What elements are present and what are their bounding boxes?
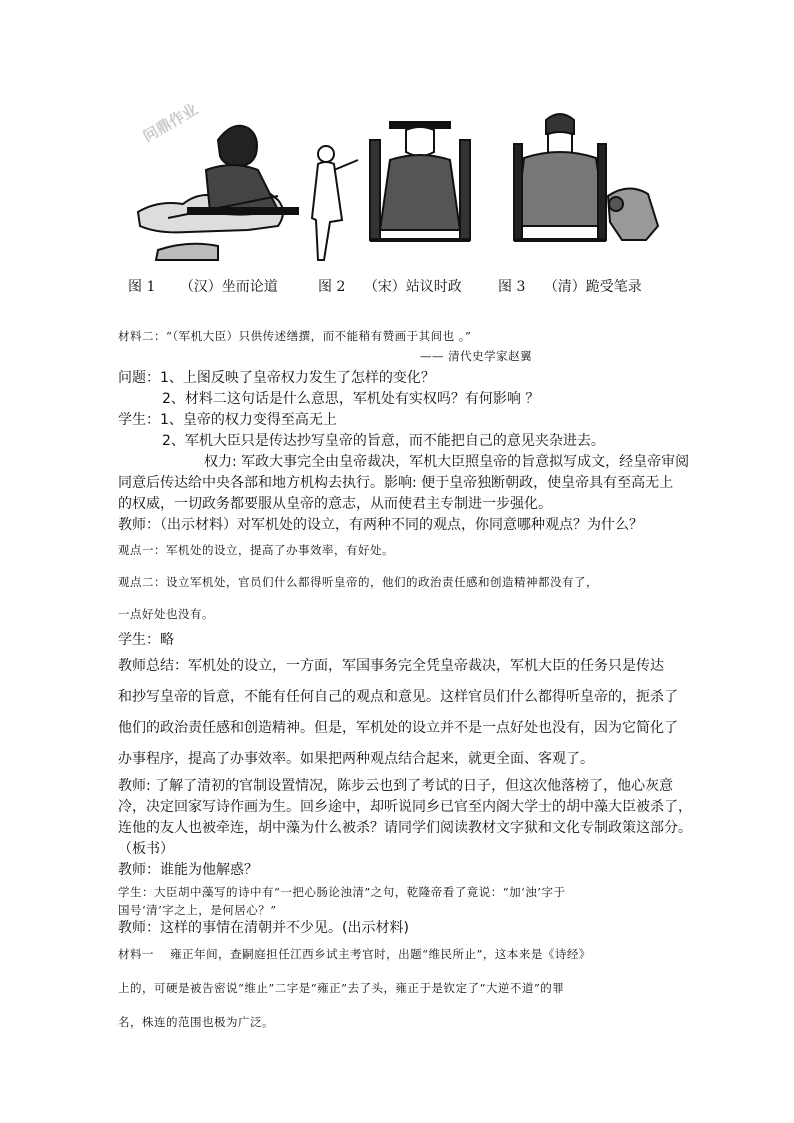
student-answer-1: 学生：1、皇帝的权力变得至高无上: [118, 412, 337, 428]
material-one-line: 材料一 雍正年间，查嗣庭担任江西乡试主考官时，出题“维民所止”，这本来是《诗经》: [118, 947, 591, 961]
caption-text: （宋）站议时政: [363, 279, 462, 295]
qing-figure-illustration: [514, 114, 658, 240]
figure-caption-2: [318, 276, 462, 296]
teacher-summary-line: 和抄写皇帝的旨意，不能有任何自己的观点和意见。这样官员们什么都得听皇帝的，扼杀了: [118, 689, 678, 705]
teacher-narrative-line: 冷，决定回家写诗作画为生。回乡途中，却听说同乡已官至内阁大学士的胡中藻大臣被杀了，: [118, 799, 692, 815]
material-two-quote: 材料二：“（军机大臣）只供传述缮撰，而不能稍有赞画于其间也 。”: [118, 329, 472, 343]
song-figure-illustration: [312, 122, 470, 260]
student-explanation-cont: 国号‘清’字之上，是何居心？”: [118, 903, 277, 917]
caption-text: （汉）坐而论道: [179, 279, 278, 295]
historical-illustrations: [128, 100, 668, 270]
illustration-strip: [128, 100, 668, 300]
teacher-narrative-line: 连他的友人也被牵连，胡中藻为什么被杀？请同学们阅读教材文字狱和文化专制政策这部分。: [118, 820, 692, 836]
watermark: 问鼎作业: [139, 100, 201, 146]
teacher-prompt: 教师：（出示材料）对军机处的设立，有两种不同的观点，你同意哪种观点？为什么？: [118, 517, 643, 533]
teacher-statement: 教师：这样的事情在清朝并不少见。(出示材料): [118, 920, 409, 936]
viewpoint-two-cont: 一点好处也没有。: [118, 607, 214, 621]
teacher-summary-line: 办事程序，提高了办事效率。如果把两种观点结合起来，就更全面、客观了。: [118, 751, 594, 767]
viewpoint-two: 观点二：设立军机处，官员们什么都得听皇帝的，他们的政治责任感和创造精神都没有了，: [118, 575, 598, 589]
teacher-summary-line: 他们的政治责任感和创造精神。但是，军机处的设立并不是一点好处也没有，因为它简化了: [118, 720, 678, 736]
caption-number: 图 1: [128, 279, 156, 295]
han-figure-illustration: [138, 126, 298, 260]
paragraph-line: 的权威，一切政务都要服从皇帝的意志，从而使君主专制进一步强化。: [118, 496, 552, 512]
quote-attribution: —— 清代史学家赵翼: [420, 349, 533, 363]
material-one-line: 上的，可硬是被告密说“维止”二字是“雍正”去了头，雍正于是钦定了“大逆不道”的罪: [118, 981, 565, 995]
board-note: （板书）: [118, 841, 174, 857]
teacher-question: 教师：谁能为他解惑？: [118, 862, 258, 878]
student-answer-2: 2、军机大臣只是传达抄写皇帝的旨意，而不能把自己的意见夹杂进去。: [162, 433, 605, 449]
question-2: 2、材料二这句话是什么意思，军机处有实权吗？有何影响 ？: [162, 391, 540, 407]
question-1: 问题：1、上图反映了皇帝权力发生了怎样的变化？: [118, 370, 435, 386]
caption-text: （清）跪受笔录: [543, 279, 642, 295]
caption-number: 图 3: [498, 279, 526, 295]
viewpoint-one: 观点一：军机处的设立，提高了办事效率，有好处。: [118, 543, 394, 557]
student-reply: 学生：略: [118, 632, 174, 648]
paragraph-line: 同意后传达给中央各部和地方机构去执行。影响: 便于皇帝独断朝政，使皇帝具有至高无上: [118, 475, 674, 491]
figure-caption-3: [498, 276, 642, 296]
paragraph-line: 权力: 军政大事完全由皇帝裁决，军机大臣照皇帝的旨意拟写成文，经皇帝审阅: [204, 454, 690, 470]
caption-number: 图 2: [318, 279, 346, 295]
teacher-summary-line: 教师总结：军机处的设立，一方面，军国事务完全凭皇帝裁决，军机大臣的任务只是传达: [118, 658, 664, 674]
teacher-narrative-line: 教师: 了解了清初的官制设置情况，陈步云也到了考试的日子，但这次他落榜了，他心灰意: [118, 778, 674, 794]
material-one-line: 名，株连的范围也极为广泛。: [118, 1015, 274, 1029]
figure-caption-1: [128, 276, 278, 296]
student-explanation: 学生：大臣胡中藻写的诗中有“一把心肠论浊清”之句，乾隆帝看了竟说：“加‘浊’字于: [118, 885, 566, 899]
